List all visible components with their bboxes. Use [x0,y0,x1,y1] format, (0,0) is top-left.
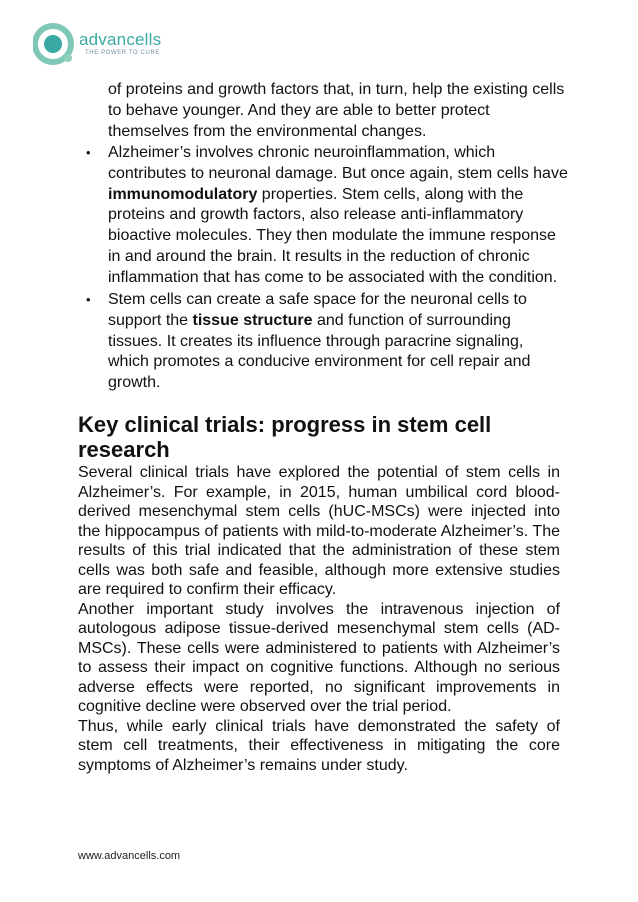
body-paragraph: Another important study involves the intravenous injection of autologous adipose tissue-derived mesenchymal stem cells (AD-MSCs). These cells were administered to patients with Alzheimer’s to assess their impact on cognitive functions. Although no serious adverse effects were reported, no significant improvements in cognitive decline were observed over the trial period. [78,600,560,715]
body-paragraph: Thus, while early clinical trials have demonstrated the safety of stem cell treatments, their effectiveness in mitigating the core symptoms of Alzheimer’s remains under study. [78,717,560,774]
bullet-text-after: properties. Stem cells, along with the proteins and growth factors, also release anti-inflammatory bioactive molecules. They then modulate the immune response in and around the brain. It results in the reduction of chronic inflammation that has come to be associated with the condition. [108,185,558,286]
bullet-text-before: Stem cells can create a safe space for the neuronal cells to support the [108,291,527,329]
body-paragraph: Several clinical trials have explored the potential of stem cells in Alzheimer’s. For example, in 2015, human umbilical cord blood-derived mesenchymal stem cells (hUC-MSCs) were injected into the hippocampus of patients with mild-to-moderate Alzheimer’s. The results of this trial indicated that the administration of these stem cells was both safe and feasible, although more extensive studies are required to confirm their efficacy. [78,464,560,598]
bullet-dot: • [86,145,91,160]
brand-name: advancells [79,30,162,49]
footer-url: www.advancells.com [78,850,181,862]
bullet-text-before: Alzheimer’s involves chronic neuroinflammation, which contributes to neuronal damage. But once again, stem cells have [108,144,568,182]
section-heading: Key clinical trials: progress in stem cell research [78,412,492,462]
bullet-item [86,290,568,394]
bullet-dot: • [86,292,91,307]
bullet-item [86,143,568,289]
brand-logo [33,22,161,66]
brand-tagline: THE POWER TO CURE [85,50,160,56]
bullet-continued-text: of proteins and growth factors that, in turn, help the existing cells to behave younger. And they are able to better protect themselves from the environmental changes. [108,81,565,140]
bullet-bold-term: immunomodulatory [108,185,258,203]
bullet-bold-term: tissue structure [192,311,313,329]
bullet-text-after: and function of surrounding tissues. It creates its influence through paracrine signaling, which promotes a conducive environment for cell repair and growth. [108,311,531,392]
section-body [78,463,560,775]
logo-mark-icon [33,23,75,65]
